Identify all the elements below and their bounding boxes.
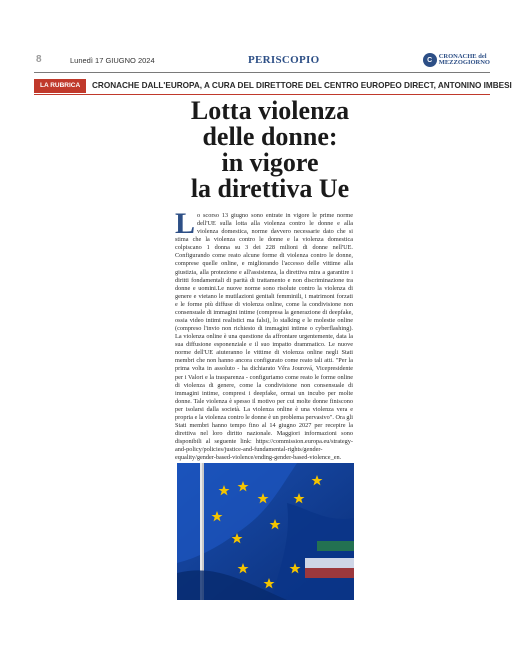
eu-flags-illustration	[177, 463, 354, 600]
section-title: PERISCOPIO	[248, 54, 320, 66]
eu-flags-photo	[177, 463, 354, 600]
rubric-bar	[34, 79, 512, 93]
article-body-text: o scorso 13 giugno sono entrate in vigore le prime norme dell'UE sulla lotta alla violenza contro le donne e alla violenza domestica, norme davvero necessarie dato che si stima che la violenza contro le donne e la violenza domestica colpiscano 1 donna su 3 dei 228 milioni di donne nell'UE. Configurando come reato alcune forme di violenza contro le donne, comprese quelle online, e migliorando l'accesso delle vittime alla giustizia, alla protezione e all'assistenza, la direttiva mira a garantire i diritti fondamentali di parità di trattamento e non discriminazione tra donne e uomini.Le nuove norme sono risolute contro la violenza di genere e vietano le mutilazioni genitali femminili, i matrimoni forzati e le forme più diffuse di violenza online, come la condivisione non consensuale di immagini intime (compresa la generazione di deepfake, ossia video intimi realistici ma falsi), lo stalking e le molestie online (compreso l'invio non richiesto di immagini intime o cyberflashing). La violenza online è una questione da affrontare urgentemente, data la sua diffusione esponenziale e il suo impatto drammatico. Le nuove norme dell'UE aiuteranno le vittime di violenza online negli Stati membri che non hanno ancora configurato come reato tali atti. "Per la prima volta in assoluto - ha dichiarato Věra Jourová, Vicepresidente per i Valori e la trasparenza - configuriamo come reato le forme online di violenza di genere, come la condivisione non consensuale di immagini intime, compresi i deepfake, ormai un incubo per molte donne. Tale violenza è spesso il motivo per cui molte donne finiscono per isolarsi dalla società. La violenza online è una violenza vera e propria e la violenza contro le donne è un problema pervasivo". Ora gli Stati membri hanno tempo fino al 14 giugno 2027 per recepire la direttiva nel loro diritto nazionale. Maggiori informazioni sono disponibili al seguente link: https://commission.europa.eu/strategy-and-policy/policies/justice-and-fundamental-rights/gender-equality/gender-based-violence/ending-gender-based-violence_en.	[175, 212, 354, 462]
rubric-tag: LA RUBRICA	[34, 79, 86, 93]
header-divider	[34, 72, 490, 73]
article-body	[175, 207, 354, 462]
rubric-divider	[34, 94, 490, 95]
logo-line1: CRONACHE del	[438, 52, 487, 60]
headline-line-1: Lotta violenza	[190, 96, 350, 125]
headline-line-4: la direttiva Ue	[190, 174, 350, 203]
logo-mark-icon: C	[423, 53, 437, 67]
issue-date: Lunedì 17 GIUGNO 2024	[70, 56, 155, 65]
logo-line2: MEZZOGIORNO	[438, 59, 490, 66]
article-headline	[170, 98, 370, 202]
page-number: 8	[36, 54, 42, 65]
logo-wordmark	[439, 54, 490, 67]
headline-line-2: delle donne:	[202, 122, 338, 151]
headline-line-3: in vigore	[221, 148, 319, 177]
drop-cap: L	[175, 207, 196, 240]
rubric-title: CRONACHE DALL'EUROPA, A CURA DEL DIRETTORE DEL CENTRO EUROPEO DIRECT, ANTONINO IMBESI	[92, 81, 512, 90]
page-header	[34, 53, 490, 71]
newspaper-logo	[423, 53, 490, 67]
